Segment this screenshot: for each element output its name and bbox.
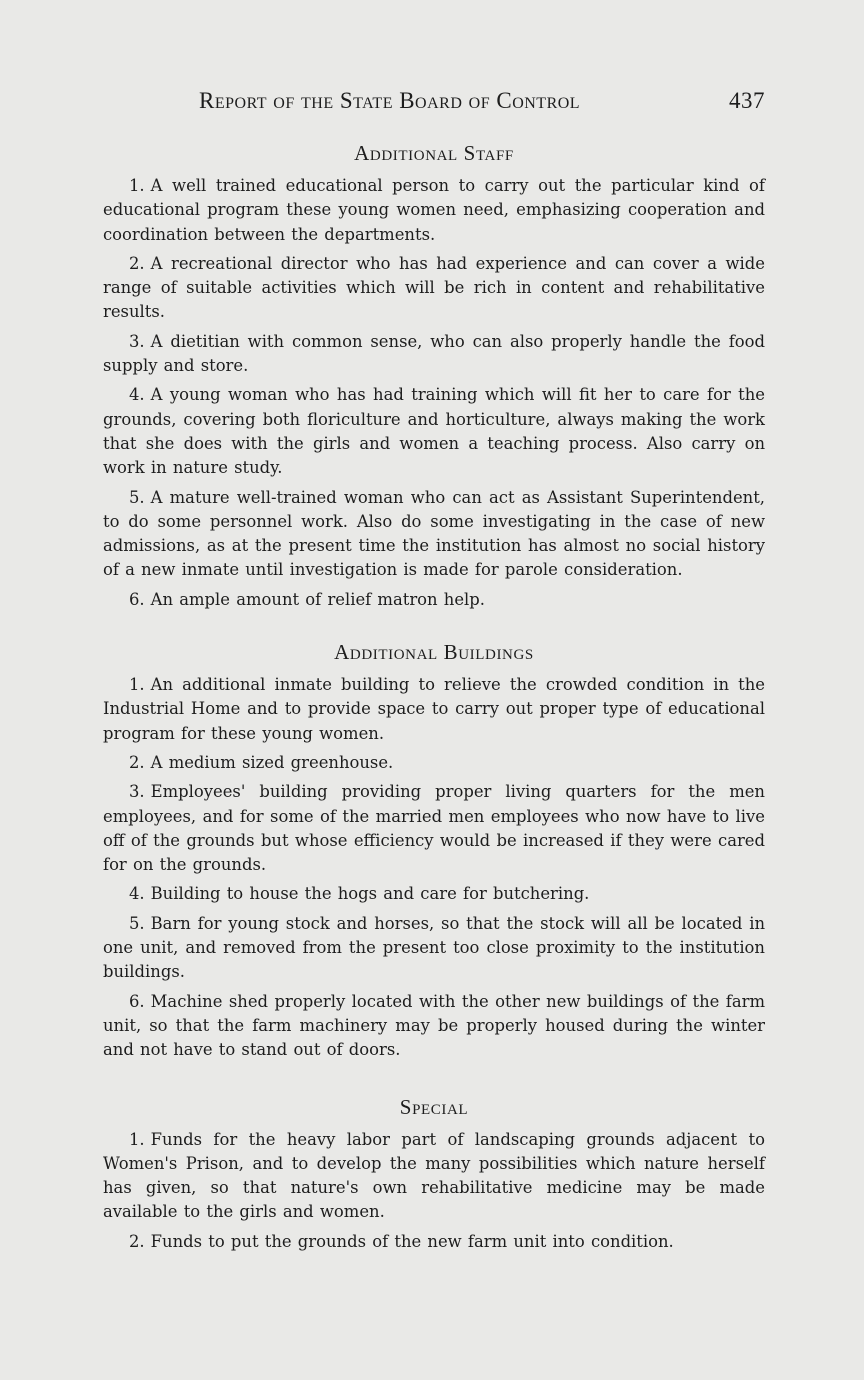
section-heading: Additional Staff — [354, 141, 514, 165]
section-heading: Additional Buildings — [334, 640, 534, 665]
item-text: A young woman who has had training which will fit her to care for the grounds, covering both floriculture and horticulture, always making the work that she does with the girls and women a teaching process. Also carry on work in nature study. — [103, 385, 765, 478]
list-item — [103, 990, 765, 1063]
item-text: A recreational director who has had experience and can cover a wide range of suitable activities which will be rich in content and rehabilitative results. — [103, 253, 765, 322]
list-item — [103, 486, 765, 583]
item-number: 2. — [129, 752, 145, 772]
page-number: 437 — [729, 88, 765, 113]
item-number: 1. — [129, 1129, 145, 1149]
item-text: Employees' building providing proper living quarters for the men employees, and for some of the married men employees who now have to live off of the grounds but whose efficiency would be increased if they were cared for on the grounds. — [103, 782, 765, 875]
list-item — [103, 588, 765, 612]
section-special — [103, 1094, 765, 1254]
list-item — [103, 780, 765, 877]
item-number: 3. — [129, 331, 145, 351]
list-item — [103, 174, 765, 247]
item-number: 5. — [129, 913, 145, 933]
section-heading: Special — [399, 1094, 469, 1119]
item-number: 1. — [129, 176, 145, 195]
section-additional-staff — [103, 140, 765, 612]
running-header — [103, 88, 765, 118]
item-number: 5. — [129, 487, 145, 507]
item-text: An ample amount of relief matron help. — [150, 589, 486, 609]
list-item — [103, 252, 765, 325]
list-item — [103, 1128, 765, 1225]
section-additional-buildings — [103, 639, 765, 1062]
item-number: 6. — [129, 991, 145, 1011]
item-text: Machine shed properly located with the other new buildings of the farm unit, so that the farm machinery may be properly housed during the winter and not have to stand out of doors. — [103, 991, 765, 1060]
list-item — [103, 1230, 765, 1254]
item-text: Funds to put the grounds of the new farm unit into condition. — [150, 1231, 674, 1251]
item-text: Funds for the heavy labor part of landscaping grounds adjacent to Women's Prison, and to develop the many possibilities which nature herself has given, so that nature's own rehabilitative medicine may be made available to the girls and women. — [103, 1129, 765, 1222]
list-item — [103, 751, 765, 775]
item-text: A dietitian with common sense, who can also properly handle the food supply and store. — [103, 331, 765, 376]
list-item — [103, 912, 765, 985]
item-number: 4. — [129, 385, 145, 405]
list-item — [103, 383, 765, 480]
item-text: A medium sized greenhouse. — [150, 752, 394, 772]
item-text: An additional inmate building to relieve the crowded condition in the Industrial Home and to provide space to carry out proper type of educational program for these young women. — [103, 675, 765, 743]
item-text: Barn for young stock and horses, so that the stock will all be located in one unit, and removed from the present too close proximity to the institution buildings. — [103, 913, 765, 982]
item-number: 3. — [129, 782, 145, 802]
item-number: 2. — [129, 1231, 145, 1251]
item-number: 1. — [129, 675, 145, 695]
running-header-title: Report of the State Board of Control — [199, 88, 581, 113]
list-item — [103, 330, 765, 379]
item-number: 2. — [129, 253, 145, 273]
item-text: Building to house the hogs and care for butchering. — [150, 884, 590, 904]
item-number: 6. — [129, 589, 145, 609]
list-item — [103, 673, 765, 746]
page-body — [103, 140, 765, 1259]
item-number: 4. — [129, 884, 145, 904]
item-text: A well trained educational person to carry out the particular kind of educational program these young women need, emphasizing cooperation and coordination between the departments. — [103, 176, 765, 244]
item-text: A mature well-trained woman who can act as Assistant Superintendent, to do some personnel work. Also do some investigating in the case of new admissions, as at the present time the institution has almost no social history of a new inmate until investigation is made for parole consideration. — [103, 487, 765, 580]
list-item — [103, 882, 765, 906]
